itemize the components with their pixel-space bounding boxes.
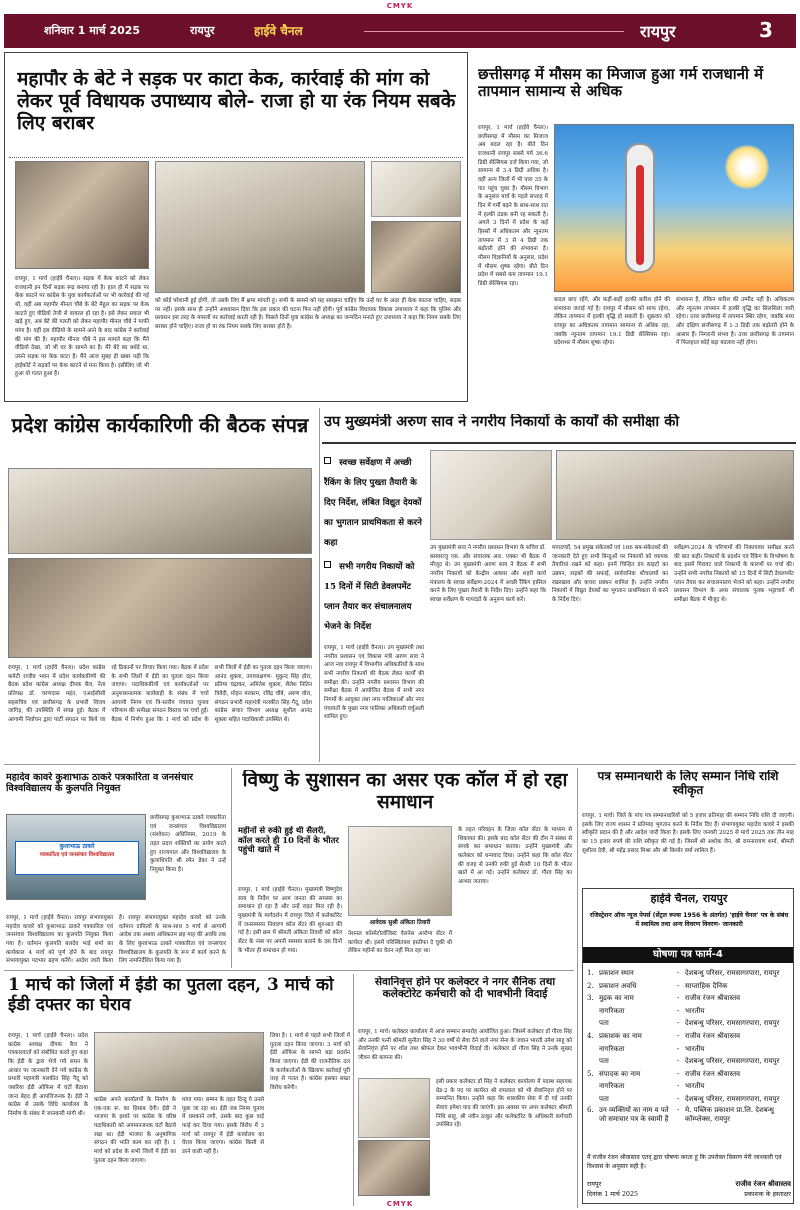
form-4-row-label: मुद्रक का नाम (599, 994, 634, 1003)
form-4-row (587, 1005, 791, 1018)
story-vc-body: रायपुर, 1 मार्च (हाईवे चैनल)। रायपुर संभागायुक्त महादेव कावरे को कुशाभाऊ ठाकरे पत्रकारिता एवं जनसंचार विश्वविद्यालय का कुलपति नियुक्त किया गया है। वर्तमान कुलपति बलदेव भाई शर्मा का कार्यकाल 4 मार्च को पूर्ण होने के बाद रायपुर संभागायुक्त पदभार ग्रहण करेंगे। आदेश जारी किया है। रायपुर संभागायुक्त महादेव कावरे को उनके वर्तमान दायित्वों के साथ-साथ 5 मार्च से आगामी आदेश तक अथवा अधिकतम छह माह की अवधि तक के लिए कुशाभाऊ ठाकरे पत्रकारिता एवं जनसंचार विश्वविद्यालय के कुलपति के रूप में कार्य करने के लिए नामनिर्देशित किया गया है। (6, 915, 226, 965)
story-arun-sao-headline-bar (322, 408, 796, 444)
story-arun-sao-headline: उप मुख्यमंत्री अरुण साव ने नगरीय निकायों के कार्यों की समीक्षा की (324, 414, 680, 430)
crowd-photo (155, 161, 365, 293)
story-arun-sao-col3: मापदण्डों, 54 प्रमुख संकेतकों एवं 166 सब-संकेतकों की जानकारी देते हुए सभी बिन्दुओं पर निकायों को व्यापक तैयारियां रखने को कहा। इनमें चिन्हित डंप साइटों का उन्नयन, सड़कों की सफाई, सार्वजनिक शौचालयों का रखरखाव और कचरा प्रबंधन शामिल है। उन्होंने नगरीय निकायों में विद्युत देयकों का भुगतान प्राथमिकता से करने के निर्देश दिए। (552, 545, 668, 603)
form-4-row-label: नागरिकता (599, 1044, 625, 1053)
story-mayor-son-col1: रायपुर, 1 मार्च (हाईवे चैनल)। सड़क में केक काटने को लेकर राजधानी इन दिनों सड़क रूढ़ बनाया रही है। हाल ही में सड़क पर केक काटने पर कांग्रेस के युवा कार्यकर्ताओं पर भी कार्रवाई की गई थी, वहीं अब महापौर मीनल चौबे के बेटे मेहुल का सड़क पर केक काटते हुए वीडियो तेजी से वायरल हो रहा है। इसे लेकर सवाल भी खड़े हुए, अब बेटे की गलती को लेकर महापौर मीनल चौबे ने माफी मांगा है। वहीं इस वीडियो के सामने आने के बाद कांग्रेस ने कार्रवाई की मांग की है। महापौर मीनल चौबे ने इस मामले कहा कि मैंने वीडियो देखा, जो भी घर के सामने का है। मेरे बेटे का बर्थडे था, उसने सड़क पर केक काटा है। मैंने आज सुबह ही खबर पढ़ी कि हाईकोर्ट ने सड़कों पर केक काटने से मना किया है। इसीलिए जो भी हुआ वो गलत हुआ है। (15, 276, 149, 378)
story-weather-headline: छत्तीसगढ़ में मौसम का मिजाज हुआ गर्म राजधानी में तापमान सामान्य से अधिक (478, 66, 764, 101)
form-4-row-number (587, 1093, 599, 1106)
story-vishnu-col3: के तहत परिवहन के जिला कॉल सेंटर के माध्यम से शिकायत की। इसके बाद कॉल सेंटर की टीम ने संस्था से संपर्क कर समाधान कराया। उन्होंने मुख्यमंत्री और कलेक्टर को धन्यवाद दिया। उन्होंने कहा कि कॉल सेंटर की वजह से उनकी रुकी हुई सैलरी 10 दिनों के भीतर खाते में आ गई। उन्होंने कलेक्टर डॉ. गौरव सिंह का आभार जताया। (458, 827, 572, 885)
story-ed-headline: 1 मार्च को जिलों में ईडी का पुतला दहन, 3 मार्च को ईडी दफ्तर का घेराव (8, 976, 334, 1015)
form-4-row-dash: - (677, 1105, 680, 1114)
story-arun-sao-bullet-1 (324, 450, 424, 550)
story-ed-col4: लिया है। 1 मार्च से पहले सभी जिलों में पुतला दहन किया जाएगा। 3 मार्च को ईडी ऑफिस के सामने बड़ा प्रदर्शन किया जाएगा। ईडी की राजनीतिक दल के कार्यकर्ताओं के खिलाफ कार्रवाई पूरी तरह से गलत है। कांग्रेस इसका सख्त विरोध करेगी। (270, 1033, 350, 1091)
story-weather-col1: रायपुर, 1 मार्च (हाईवे चैनल)। छत्तीसगढ़ में मौसम का मिजाज अब बदल रहा है। बीते दिन राजधानी रायपुर सबसे गर्म 36.6 डिग्री सेल्सियस दर्ज किया गया, जो सामान्य से 3.4 डिग्री अधिक है। वहीं अन्य जिलों में भी पारा 35 के पार पहुंच चुका है। मौसम विभाग के अनुसार मार्च के पहले सप्ताह में दिन में गर्मी बढ़ने के साथ-साथ रात में हल्की ठंडक बनी रह सकती है। अगले 3 दिनों में प्रदेश के कई हिस्सों में अधिकतम और न्यूनतम तापमान में 3 से 4 डिग्री तक बढ़ोतरी होने की संभावना है। मौसम विज्ञानियों के अनुसार, प्रदेश में मौसम शुष्क रहेगा। बीते दिन प्रदेश में सबसे कम तापमान 19.1 डिग्री सेल्सियस रहा। (478, 125, 548, 287)
form-4-row-value: मे. पब्लिक प्रकाशन प्रा.लि. देशबन्धु कॉम्प्लेक्स, रायपुर (685, 1105, 774, 1123)
form-4-row (587, 1068, 791, 1081)
farewell-photo-2 (358, 1140, 430, 1196)
applicant-photo-caption: आवेदक सुश्री अंकिता तिवारी (369, 920, 431, 926)
story-patra-samman (580, 768, 796, 884)
applicant-photo (348, 826, 452, 916)
story-ed-col2: कांग्रेस अपने कार्यालयों के निर्माण के एक-एक रू. का हिसाब देगी। ईडी ने भाजपा के इशारे पर कांग्रेस के वरिष्ठ पदाधिकारी को अपमानजनक घंटों बैठाये रखा था। ईडी भाजपा के अनुषांगिक संगठन की भांति काम कर रही है। 1 मार्च को प्रदेश के सभी जिलों में ईडी का पुतला दहन किया जाएगा। (94, 1097, 176, 1164)
meeting-photo-bottom (8, 558, 312, 658)
form-4-row-number: 6. (587, 1105, 594, 1114)
form-4-row-value: राजीव रंजन श्रीवास्तव (685, 1069, 741, 1078)
bullet-2-text: सभी नगरीय निकायों को 15 दिनों में सिटी डेवलपमेंट प्लान तैयार कर संचालनालय भेजने के निर्देश (324, 562, 415, 632)
story-mayor-son (4, 52, 468, 402)
form-4-row-number: 4. (587, 1031, 594, 1040)
form-4-row-value: देशबन्धु परिसर, रामसागरपारा, रायपुर (685, 969, 780, 977)
form-4-row-label: प्रकाशन स्थान (599, 969, 634, 977)
story-congress-headline: प्रदेश कांग्रेस कार्यकारिणी की बैठक संपन्न (11, 414, 309, 437)
thermometer-icon (625, 143, 655, 273)
ex-mla-portrait (371, 221, 461, 293)
story-vice-chancellor (4, 768, 228, 968)
cmyk-mark-top: CMYK (386, 2, 414, 10)
form-4-row-dash: - (677, 1057, 680, 1066)
form-4-declaration (582, 888, 794, 1204)
cake-cutting-photo (15, 161, 149, 269)
story-weather (474, 52, 796, 402)
story-arun-sao-col2: उप मुख्यमंत्री साव ने नगरीय प्रशासन विभाग के सचिव डॉ. बसवराजु एस. और संचालक आर. एक्का भी बैठक में मौजूद थे। उप मुख्यमंत्री अरुण साव ने बैठक में सभी नगरीय निकायों को केन्द्रीय आवास और शहरी कार्य मंत्रालय के स्वच्छ सर्वेक्षण-2024 में अच्छी रैंकिंग हासिल करने के लिए पुख्ता तैयारी के निर्देश दिए। उन्होंने कहा कि स्वच्छ सर्वेक्षण के मापदंडों के अनुरूप कार्य करें। (430, 545, 546, 603)
form-4-row-number (587, 1080, 599, 1093)
masthead-date: शनिवार 1 मार्च 2025 (44, 24, 141, 37)
story-weather-col2: बादल छाए रहेंगे, और कहीं-कहीं हल्की बारिश होने की संभावना जताई गई है। रायपुर में मौसम को साफ रहेगा, लेकिन तापमान में हल्की वृद्धि हो सकती है। शुक्रवार को रायपुर का अधिकतम तापमान सामान्य से अधिक रहा, जबकि न्यूनतम तापमान 19.1 डिग्री सेल्सियस रहा। प्रदेशभर में मौसम शुष्क रहेगा। (554, 297, 670, 347)
story-weather-col3: संभावना है, लेकिन बारिश की उम्मीद नहीं है। अधिकतम और न्यूनतम तापमान में हल्की वृद्धि का सिलसिला जारी रहेगा। उत्तर छत्तीसगढ़ में तापमान स्थिर रहेगा, जबकि मध्य और दक्षिण छत्तीसगढ़ में 1-3 डिग्री तक बढ़ोतरी होने के आसार हैं। निगरानी संभव है। उत्तर छत्तीसगढ़ के तापमान में फिलहाल कोई बड़ा बदलाव नहीं होगा। (676, 297, 794, 347)
story-arun-sao-col1: रायपुर, 1 मार्च (हाईवे चैनल)। उप मुख्यमंत्री तथा नगरीय प्रशासन एवं विकास मंत्री अरुण साव ने आज नवा रायपुर में विभागीय अधिकारियों के साथ सभी नगरीय निकायों की बैठक लेकर कार्यों की समीक्षा की। उन्होंने नगरीय प्रशासन विभाग की समीक्षा बैठक में आयोजित बैठक में सभी नगर निगमों के आयुक्त तथा नगर पालिकाओं और नगर पंचायतों के मुख्य नगर पालिका अधिकारी वर्चुअली शामिल हुए। (324, 645, 424, 721)
form-4-row (587, 1093, 791, 1106)
story-farewell-headline: सेवानिवृत्त होने पर कलेक्टर ने नगर सैनिक तथा कलेक्टोरेट कर्मचारी को दी भावभीनी विदाई (374, 976, 556, 1001)
form-4-row-value: भारतीय (685, 1006, 705, 1015)
story-vishnu-col2: नेशनल कॉस्मेटोलॉजिस्ट वेलनेस आरोग्य सेंटर में कार्यरत थीं। इसमें परिस्थितवश इस्तीफा दे चुकी थी लेकिन महीनों का वेतन नहीं मिल रहा था। (348, 931, 452, 955)
form-4-row-value: देशबन्धु परिसर, रामसागरपारा, रायपुर (685, 1094, 780, 1103)
form-4-row-label: प्रकाशक का नाम (599, 1031, 642, 1040)
form-4-row-value: राजीव रंजन श्रीवास्तव (685, 1031, 741, 1040)
story-vc-side: छत्तीसगढ़ कुशाभाऊ ठाकरे पत्रकारिता एवं जनसंचार विश्वविद्यालय (संशोधन) अधिनियम, 2019 के तहत प्रदत्त शक्तियों का प्रयोग करते हुए राज्यपाल और विश्वविद्यालय के कुलाधिपति श्री रमेन डेका ने उन्हें नियुक्त किया है। (150, 815, 226, 873)
bullet-square-icon (324, 457, 331, 464)
form-4-subtitle: रजिस्ट्रेशन ऑफ न्यूज पेपर्स (सेंट्रल रूल्स 1956 के अंतर्गत) 'हाईवे चैनल' पत्र के संबंध में स्वामित्व तथा अन्य विवरण विवरण- जानकारी (589, 912, 789, 929)
form-4-row-number (587, 1017, 599, 1030)
meeting-photo-top (8, 468, 312, 554)
form-4-row-label: नागरिकता (599, 1082, 625, 1091)
story-arun-sao-col4: सर्वेक्षण-2024 के परिणामों की निकायवार समीक्षा करने की बात कही। निकायों के प्रदर्शन एवं रैंकिंग के विश्लेषण के बाद इसमें गिरावट वाले निकायों के कारणों पर चर्चा की। उन्होंने सभी नगरीय निकायों को 15 दिनों में सिटी डेवलपमेंट प्लान तैयार कर संचालनालय भेजने को कहा। उन्होंने नगरीय प्रशासन विभाग के अपर संचालक पुलक भट्टाचार्य भी समीक्षा बैठक में मौजूद थे। (674, 545, 794, 603)
form-4-row-number (587, 1005, 599, 1018)
masthead-paper-name: हाईवे चैनल (254, 24, 303, 38)
form-4-declaration-text: मैं राजीव रंजन श्रीवास्तव एतद् द्वारा घोषणा करता हूं कि उपरोक्त विवरण मेरी जानकारी एवं विश्वास के अनुसार सही है। (587, 1154, 782, 1170)
weather-photo (554, 124, 794, 292)
form-4-row (587, 967, 791, 980)
form-4-row-dash: - (677, 1069, 680, 1078)
story-retirement-farewell (356, 974, 574, 1206)
form-4-row-dash: - (677, 1094, 680, 1103)
masthead (4, 14, 796, 48)
form-4-row (587, 1030, 791, 1043)
form-4-row (587, 1106, 791, 1124)
form-4-rows (587, 967, 791, 1151)
form-4-row-label: पता (599, 1019, 609, 1028)
story-mayor-son-col2: को कोई परेशानी हुई होगी, तो उसके लिए मैं क्षमा मांगती हूं। सभी के सामने को यह समझना चाहिए कि उन्हें घर के अंदर ही केक काटना चाहिए, सड़क पर नहीं। इसके साथ ही उन्होंने आश्वासन दिया कि इस प्रकार की घटना फिर नहीं होगी। पूर्व कांग्रेस विधायक विकास उपाध्याय ने कहा कि पुलिस और प्रशासन इस तरह के मामलों पर कार्रवाई करती रही है। पिछले दिनों युवा कांग्रेस के अध्यक्ष का जन्मदिन मनाते हुए उपाध्याय ने कहा कि नियम सबके लिए बराबर होने चाहिए। राजा हो या रंक नियम सबके लिए बराबर होते हैं। (155, 298, 461, 330)
form-4-signatory-role: प्रकाशक के हस्ताक्षर (744, 1190, 791, 1198)
form-4-row-dash: - (677, 1082, 680, 1091)
form-4-row-value: देशबन्धु परिसर, रामसागरपारा, रायपुर (685, 1019, 780, 1028)
form-4-banner: घोषणा पत्र फार्म-4 (583, 947, 793, 963)
masthead-city: रायपुर (190, 24, 215, 37)
form-4-row-value: भारतीय (685, 1044, 705, 1053)
form-4-row-value: भारतीय (685, 1082, 705, 1091)
farewell-photo-1 (358, 1078, 430, 1138)
form-4-row-number: 3. (587, 994, 594, 1003)
signboard-line-2: पत्रकारिता एवं जनसंचार विश्वविद्यालय (39, 851, 115, 858)
review-meeting-photo-1 (430, 450, 552, 540)
story-vc-headline: महादेव कावरे कुशाभाऊ ठाकरे पत्रकारिता व जनसंचार विश्वविद्यालय के कुलपति नियुक्त (6, 772, 194, 795)
story-ed-protest (4, 974, 350, 1206)
story-arun-sao-bullet-2 (324, 554, 424, 642)
story-vishnu-subhead: महीनों से रुकी हुई थी सैलरी, कॉल करते ही 10 दिनों के भीतर पहुंची खाते में (238, 826, 339, 855)
story-vishnu-col1: रायपुर, 1 मार्च (हाईवे चैनल)। मुख्यमंत्री विष्णुदेव साय के निर्देश पर आम जनता की समस्या का समाधान हो रहा है और उन्हें राहत मिल रही है। मुख्यमंत्री के मार्गदर्शन में रायपुर जिले में कलेक्टोरेट में जनसमस्या निवारण कॉल सेंटर की शुरुआत की गई है। इसी क्रम में श्रीमती अंकिता तिवारी को कॉल सेंटर के नंबर पर अपनी समस्या बताने के दस दिनों के भीतर ही समाधान हो गया। (238, 887, 342, 954)
story-congress-body: रायपुर, 1 मार्च (हाईवे चैनल)। प्रदेश कांग्रेस कमेटी राजीव भवन में प्रदेश कार्यकारिणी की बैठक प्रदेश कांग्रेस अध्यक्ष दीपक बैज, नेता प्रतिपक्ष डॉ. चरणदास महंत, एआईसीसी सहसचिव एवं छत्तीसगढ़ के प्रभारी विजय जांगिड़, की उपस्थिति में संपन्न हुई। बैठक में आगामी निर्वाचन द्वारा पार्टी संगठन पर किये जा रहे ठिकानों पर विचार किया गया। बैठक में प्रदेश के सभी जिलों में ईडी का पुतला दहन किया जाएगा। पदाधिकारियों एवं कार्यकर्ताओं पर अनुशासनात्मक कार्यवाही के संबंध में चर्चा आगामी निगम एवं त्रि-स्तरीय पंचायत चुनाव परिणाम की समीक्षा संगठन विस्तार पर चर्चा हुई। बैठक में निर्णय हुआ कि 1 मार्च को प्रदेश के सभी जिलों में ईडी का पुतला दहन किया जाएगा। आनंद शुक्ला, उपाध्यक्षगण- मुकुन्द सिंह होरा, प्रतिमा चंद्राकर, अमितेश शुक्ला, शैलेश नितिन त्रिवेदी, मोहन मरकाम, रविंद्र चौबे, अरुण वोरा, संगठन प्रभारी महामंत्री मलकीत सिंह गैदू, प्रदेश कांग्रेस संचार विभाग अध्यक्ष सुशील आनंद शुक्ला सहित पदाधिकारी उपस्थित थे। (8, 665, 312, 723)
bullet-square-icon (324, 561, 331, 568)
form-4-row-label: पता (599, 1094, 609, 1103)
signboard-line-1: कुशाभाऊ ठाकरे (59, 843, 95, 850)
masthead-rule (364, 31, 624, 32)
form-4-row-value: राजीव रंजन श्रीवास्तव (685, 994, 741, 1003)
story-patra-headline: पत्र सम्मानधारी के लिए सम्मान निधि राशि स्वीकृत (597, 770, 779, 797)
masthead-section: रायपुर (640, 22, 676, 41)
form-4-date: दिनांक 1 मार्च 2025 (587, 1190, 639, 1198)
form-4-row-label: प्रकाशन अवधि (599, 981, 637, 990)
university-photo (6, 814, 146, 900)
form-4-row-value: साप्ताहिक दैनिक (685, 981, 728, 990)
form-4-row (587, 1055, 791, 1068)
form-4-row (587, 1080, 791, 1093)
press-conference-photo (94, 1032, 264, 1092)
form-4-row-dash: - (677, 981, 680, 990)
story-vishnu-sushasan (234, 768, 574, 968)
form-4-row-dash: - (677, 969, 680, 977)
form-4-row-dash: - (677, 994, 680, 1003)
story-patra-body: रायपुर, 1 मार्च। जिले के पांच पत्र सम्मानधारियों को 5 हजार प्रतिमाह की सम्मान निधि राशि दी जाएगी। इसके लिए राज्य शासन ने प्रतिमाह भुगतान करने के निर्देश दिए हैं। संभागायुक्त महादेव कावरे ने इसकी स्वीकृति प्रदान की है और आदेश जारी किया है। इसके लिए जनवरी 2025 से मार्च 2025 तक तीन माह का 15 हजार रुपये की राशि स्वीकृत की गई है। जिसमें श्री अशोक जैन, श्री रामनारायण शर्मा, श्रीमती सुशीला देवी, श्री महेंद्र प्रसाद मिश्रा और श्री किशोर वर्मा शामिल हैं। (582, 813, 794, 854)
form-4-row-number (587, 1055, 599, 1068)
cmyk-mark-bottom: CMYK (386, 1200, 414, 1208)
form-4-row (587, 992, 791, 1005)
form-4-row-value: देशबन्धु परिसर, रामसागरपारा, रायपुर (685, 1057, 780, 1066)
sun-icon (725, 145, 769, 189)
form-4-row (587, 1043, 791, 1056)
mayor-portrait (371, 161, 461, 217)
form-4-row-number: 1. (587, 969, 594, 977)
story-mayor-son-headline: महापौर के बेटे ने सड़क पर काटा केक, कार्रवाई की मांग को लेकर पूर्व विधायक उपाध्याय बोले- राजा हो या रंक नियम सबके लिए बराबर (17, 69, 456, 134)
form-4-row-label: पता (599, 1057, 609, 1066)
form-4-place: रायपुर (587, 1180, 602, 1188)
form-4-row-dash: - (677, 1044, 680, 1053)
form-4-row-dash: - (677, 1019, 680, 1028)
form-4-row-number: 5. (587, 1069, 594, 1078)
review-meeting-photo-2 (556, 450, 794, 540)
form-4-row (587, 980, 791, 993)
story-arun-sao (322, 408, 796, 762)
story-ed-col1: रायपुर, 1 मार्च (हाईवे चैनल)। प्रदेश कांग्रेस अध्यक्ष दीपक बैज ने पत्रकारवार्ता को संबोधित करते हुए कहा कि ईडी के द्वारा भेजे गये समन के आधार पर जानकारी देने गये कांग्रेस के प्रभारी महामंत्री मलकीत सिंह गैदू को जबरिया ईडी ऑफिस में घंटों बैठाया जाना बेहद ही आपत्तिजनक है। ईडी ने कांग्रेस से उसके विधि कार्यालय के निर्माण के संबंध में जानकारी मांगी थी। (8, 1033, 88, 1117)
form-4-row (587, 1017, 791, 1030)
form-4-title: हाईवे चैनल, रायपुर (650, 893, 728, 905)
page-number: 3 (759, 18, 773, 42)
form-4-row-label: संपादक का नाम (599, 1069, 641, 1078)
story-farewell-col1: रायपुर, 1 मार्च। कलेक्टर कार्यालय में आज सम्मान समारोह आयोजित हुआ। जिसमें कलेक्टर डॉ गौरव सिंह और उनकी पत्नी श्रीमती सुनीता सिंह ने 30 वर्षों से सेवा देने वाले नगर सेना के जवान भारती उमेश साहू को सेवानिवृत्त होने पर शॉल तथा श्रीफल देकर भावभीनी विदाई दी। कलेक्टर डॉ गौरव सिंह ने उनके सुखद जीवन की कामना की। (358, 1029, 572, 1061)
form-4-signatory-name: राजीव रंजन श्रीवास्तव (735, 1179, 791, 1188)
form-4-row-number: 2. (587, 981, 594, 990)
story-congress-meeting (4, 408, 316, 762)
university-signboard (15, 841, 139, 875)
story-farewell-col2: इसी प्रकार कलेक्टर डॉ सिंह ने कलेक्टर कार्यालय में पदस्थ सहायक ग्रेड-2 के पद पर कार्यरत श्री रामलाल को भी सेवानिवृत्त होने पर सम्मानित किया। उन्होंने कहा कि शासकीय सेवा में दी गई उनकी सेवाएं हमेशा याद की जाएंगी। इस अवसर पर अपर कलेक्टर श्रीमती निधि साहू, श्री नवीन ठाकुर और कलेक्टोरेट के अधिकारी कर्मचारी उपस्थित रहे। (436, 1079, 572, 1129)
form-4-row-label: उन व्यक्तियों का नाम व पते जो समाचार पत्र के स्वामी हैं (599, 1105, 669, 1123)
form-4-row-label: नागरिकता (599, 1006, 625, 1015)
form-4-row-number (587, 1043, 599, 1056)
bullet-1-text: स्वच्छ सर्वेक्षण में अच्छी रैंकिंग के लिए पुख्ता तैयारी के दिए निर्देश, लंबित विद्युत देयकों का भुगतान प्राथमिकता से करने कहा (324, 458, 422, 548)
story-vishnu-headline: विष्णु के सुशासन का असर एक कॉल में हो रहा समाधान (242, 770, 568, 813)
form-4-row-dash: - (677, 1006, 680, 1015)
story-ed-col3: मांगा गया। सम्मन के तहत दिन्दु ये उनसे पूछा जा रहा था। ईडी जब निगम चुनाव में धमकाने लगी, उसके बाद कुछ वाई फाई कर दिया गया। इसके विरोध में 3 मार्च को रायपुर में ईडी कार्यालय का घेराव किया जाएगा। कांग्रेस किसी से डरने वाली नहीं है। (182, 1097, 264, 1155)
form-4-row-dash: - (677, 1031, 680, 1040)
